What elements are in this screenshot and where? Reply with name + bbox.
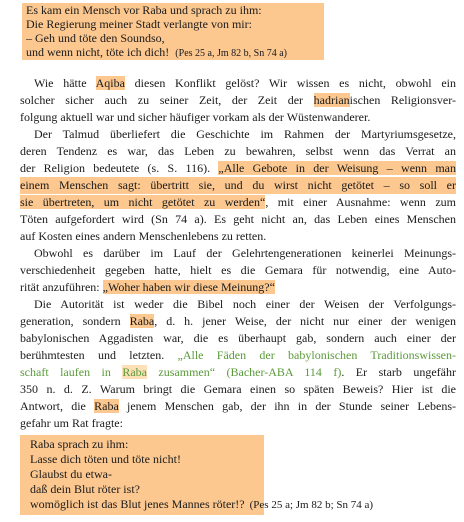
quote-top-line-3: – Geh und töte den Soundso, <box>26 31 165 45</box>
highlight-aqiba: Aqiba <box>95 76 125 90</box>
para2-line-2: deren Tendenz es war, das Leben zu bewahren, selbst wenn das Verrat an <box>20 144 456 158</box>
para4-line-6: 350 n. d. Z. Warum bringt die Gemara einen so späten Beweis? Hier ist die <box>20 382 456 396</box>
quote-top-reference: (Pes 25 a, Jm 82 b, Sn 74 a) <box>175 48 287 59</box>
highlight-quote-woher: „Woher haben wir diese Meinung?“ <box>102 280 275 294</box>
quote-bottom-reference: (Pes 25 a; Jm 82 b; Sn 74 a) <box>249 499 374 511</box>
para4-line-4: berühmtesten und letzten. „Alle Fäden der babylonischen Traditionswissen- <box>20 348 456 362</box>
para2-line-6: Töten aufgefordert wird (Sn 74 a). Es geht nicht an, das Leben eines Menschen <box>20 212 456 226</box>
para4-line-8: gefahr um Rat fragte: <box>20 416 123 430</box>
para2-line-5: sie übertreten, um nicht getötet zu werden“, mit einer Ausnahme: wenn zum <box>20 195 456 209</box>
highlight-quote-gebote-1: „Alle Gebote in der Weisung – wenn man <box>218 161 456 175</box>
bacher-reference: (Bacher-ABA 114 f) <box>215 365 342 379</box>
para3-line-2: verschiedenheit gegeben hatte, hielt es die Gemara für notwendig, eine Auto- <box>20 263 456 277</box>
highlight-hadrian: hadrian <box>313 93 350 107</box>
para4-line-1: Die Autorität ist weder die Bibel noch einer der Weisen der Verfolgungs- <box>34 297 456 311</box>
para1-line-3: folgung aktuell war und sicher häufiger vorkam als der Wüstenwanderer. <box>20 110 371 124</box>
quote-top-line-1: Es kam ein Mensch vor Raba und sprach zu ihm: <box>26 3 262 17</box>
quote-bottom-line-1: Raba sprach zu ihm: <box>30 437 129 451</box>
para2-line-4: einem Menschen sagt: übertritt sie, und du wirst nicht getötet – so soll er <box>20 178 456 192</box>
para1-line-1: Wie hätte Aqiba diesen Konflikt gelöst? Wir wissen es nicht, obwohl ein <box>34 76 456 90</box>
highlight-raba-1: Raba <box>129 314 155 328</box>
para1-line-2: solcher sicher auch zu seiner Zeit, der Zeit der hadrianischen Religionsver- <box>20 93 456 107</box>
para4-line-3: babylonischen Aggadisten war, die es überhaupt gab, sondern auch einer der <box>20 331 456 345</box>
quote-bottom-line-2: Lasse dich töten und töte nicht! <box>30 452 181 466</box>
green-quote-faeden: „Alle Fäden der babylonischen Traditionswissen- <box>177 348 456 362</box>
highlight-raba-3: Raba <box>94 399 119 413</box>
quote-bottom-line-5: womöglich ist das Blut jenes Mannes röter!? (Pes 25 a; Jm 82 b; Sn 74 a) <box>30 497 374 511</box>
para2-line-7: auf Kosten eines andern Menschenlebens zu retten. <box>20 229 267 243</box>
quote-top-line-4: und wenn nicht, töte ich dich! (Pes 25 a, Jm 82 b, Sn 74 a) <box>26 45 287 59</box>
highlight-quote-gebote-3: sie übertreten, um nicht getötet zu werden“ <box>20 195 266 209</box>
para2-line-1: Der Talmud überliefert die Geschichte im Rahmen der Martyriumsgesetze, <box>34 127 456 141</box>
quote-bottom-line-3: Glaubst du etwa- <box>30 467 112 481</box>
para4-line-5: schaft laufen in Raba zusammen“ (Bacher-ABA 114 f). Er starb ungefähr <box>20 365 456 379</box>
para4-line-7: Antwort, die Raba jenem Menschen gab, der ihn in der Stunde seiner Lebens- <box>20 399 456 413</box>
para2-line-3: der Religion bedeutete (s. S. 116). „Alle Gebote in der Weisung – wenn man <box>20 161 456 175</box>
para3-line-3: rität anzuführen: „Woher haben wir diese Meinung?“ <box>20 280 275 294</box>
quote-top-line-2: Die Regierung meiner Stadt verlangte von mir: <box>26 17 252 31</box>
para4-line-2: generation, sondern Raba, d. h. jener Weise, der nicht nur einer der wenigen <box>20 314 456 328</box>
para3-line-1: Obwohl es darüber im Lauf der Gelehrtengenerationen keinerlei Meinungs- <box>34 246 456 260</box>
quote-bottom-line-4: daß dein Blut röter ist? <box>30 482 140 496</box>
highlight-raba-2: Raba <box>122 365 147 379</box>
